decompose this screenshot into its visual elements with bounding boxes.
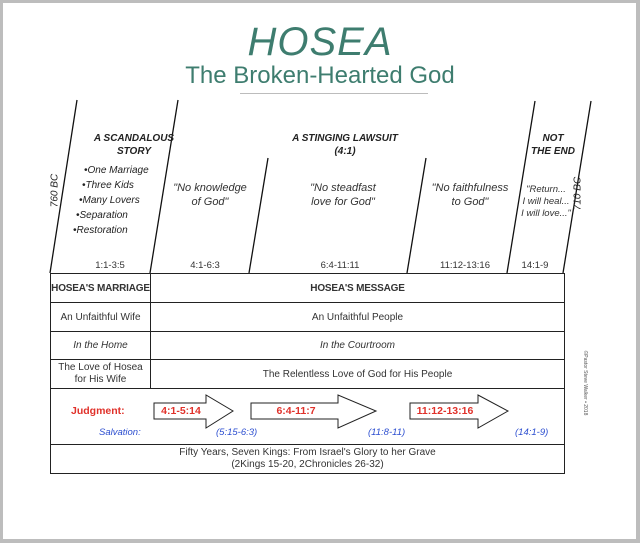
- cell-in-the-courtroom: In the Courtroom: [151, 332, 565, 360]
- bullet-item: •Many Lovers: [79, 195, 140, 206]
- cell-unfaithful-people: An Unfaithful People: [151, 303, 565, 332]
- section-heading-not-the-end: [527, 132, 579, 158]
- footer-line: Fifty Years, Seven Kings: From Israel's Glory to her Grave: [179, 447, 436, 458]
- heading-line: A SCANDALOUS: [93, 133, 175, 144]
- footer-line: (2Kings 15-20, 2Chronicles 26-32): [231, 459, 384, 470]
- quote-line: "Return...: [526, 184, 566, 195]
- cell-love-of-hosea: [51, 360, 151, 389]
- header-marriage: HOSEA'S MARRIAGE: [51, 274, 151, 303]
- footer-row: [51, 445, 565, 474]
- bullet-item: •One Marriage: [84, 165, 149, 176]
- heading-line: STORY: [116, 146, 152, 157]
- heading-line: (4:1): [334, 146, 356, 157]
- reference-steadfast: 6:4-11:11: [320, 260, 360, 271]
- cell-unfaithful-wife: An Unfaithful Wife: [51, 303, 151, 332]
- cell-relentless-love: The Relentless Love of God for His People: [151, 360, 565, 389]
- page-title: HOSEA: [247, 20, 393, 64]
- quote-line: "No steadfast: [310, 182, 376, 194]
- reference-return: 14:1-9: [521, 260, 549, 271]
- divider-lawsuit-2: [407, 158, 426, 273]
- judgment-ref-3: 11:12-13:16: [416, 405, 474, 417]
- section-heading-story: [84, 132, 184, 158]
- divider-lawsuit-1: [249, 158, 268, 273]
- quote-knowledge: [165, 181, 255, 209]
- table-row: [51, 332, 565, 360]
- quote-steadfast: [288, 181, 398, 209]
- salvation-ref-1: (5:15-6:3): [216, 427, 258, 438]
- table-row: [51, 360, 565, 389]
- reference-faithfulness: 11:12-13:16: [439, 260, 490, 271]
- footer-cell: [51, 445, 565, 474]
- heading-line: THE END: [531, 146, 575, 157]
- judgment-ref-1: 4:1-5:14: [161, 405, 201, 417]
- story-bullets: [73, 163, 172, 238]
- cell-in-the-home: In the Home: [51, 332, 151, 360]
- start-date: 760 BC: [49, 173, 61, 208]
- table-row: [51, 303, 565, 332]
- salvation-ref-2: (11:8-11): [368, 427, 406, 438]
- quote-faithfulness: [420, 181, 520, 209]
- heading-line: NOT: [542, 133, 564, 144]
- salvation-ref-3: (14:1-9): [515, 427, 549, 438]
- quote-line: of God": [191, 196, 229, 208]
- judgment-label: Judgment:: [71, 405, 125, 417]
- quote-line: I will heal...: [522, 196, 570, 207]
- quote-line: love for God": [311, 196, 375, 208]
- copyright-credit: ©Pastor Steve Walker • 2018: [582, 350, 588, 416]
- table-header-row: [51, 274, 565, 303]
- page-subtitle: The Broken-Hearted God: [185, 62, 455, 89]
- judgment-salvation-panel: [51, 389, 564, 444]
- quote-return: [517, 184, 575, 220]
- quote-line: to God": [451, 196, 489, 208]
- quote-line: "No knowledge: [173, 182, 247, 194]
- end-date: 710 BC: [572, 176, 584, 211]
- reference-knowledge: 4:1-6:3: [190, 260, 220, 271]
- heading-line: A STINGING LAWSUIT: [292, 133, 398, 144]
- bullet-item: •Separation: [76, 210, 128, 221]
- cell-line: for His Wife: [74, 374, 127, 385]
- quote-line: "No faithfulness: [431, 182, 509, 194]
- judgment-ref-2: 6:4-11:7: [276, 405, 316, 417]
- cell-line: The Love of Hosea: [58, 362, 143, 373]
- bullet-item: •Restoration: [73, 225, 128, 236]
- section-heading-lawsuit: [260, 132, 430, 158]
- reference-story: 1:1-3:5: [95, 260, 125, 271]
- judgment-salvation-row: [51, 389, 565, 445]
- salvation-label: Salvation:: [99, 427, 141, 438]
- judgment-salvation-cell: [51, 389, 565, 445]
- quote-line: I will love...": [521, 208, 571, 219]
- judgment-arrows: [51, 389, 565, 445]
- bullet-item: •Three Kids: [82, 180, 134, 191]
- summary-table: [50, 273, 565, 474]
- header-message: HOSEA'S MESSAGE: [151, 274, 565, 303]
